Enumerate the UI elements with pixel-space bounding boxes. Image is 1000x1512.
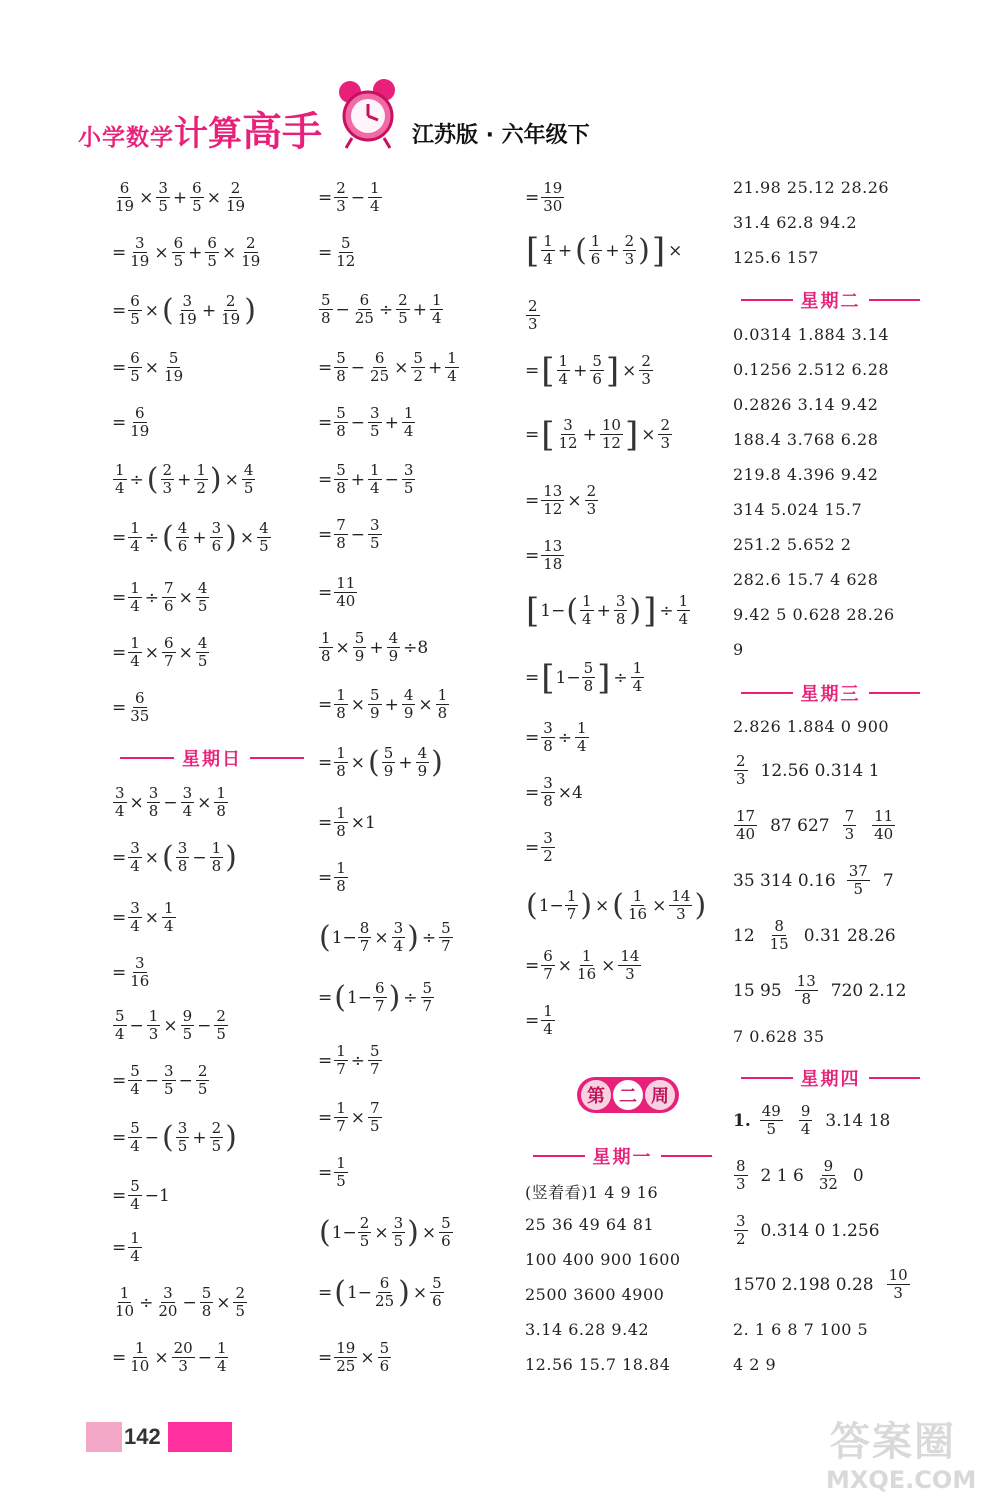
watermark-logo: 答案圈 — [830, 1419, 956, 1465]
day-header-monday: 星期一 — [525, 1143, 720, 1169]
week-badge-char: 二 — [613, 1080, 643, 1110]
math-line: = $\frac{5}{8}$ − $\frac{6}{25}$ × $\frac{5}{2}$ + $\frac{1}{4}$ — [318, 349, 457, 385]
math-line: ( 1− $\frac{8}{7}$ × $\frac{3}{4}$ ) ÷ $\frac{5}{7}$ — [319, 919, 451, 955]
math-line: $\frac{1}{8}$ × $\frac{5}{9}$ + $\frac{4}{9}$ ÷8 — [321, 629, 429, 665]
title-part-2: 计算 — [174, 114, 242, 154]
page-number: 142 — [124, 1424, 161, 1449]
answer-row: 0.0314 1.884 3.14 — [733, 325, 890, 344]
math-line: = ( 1− $\frac{6}{25}$ ) × $\frac{5}{6}$ — [318, 1274, 442, 1310]
answer-row: 0.2826 3.14 9.42 — [733, 395, 879, 414]
math-line: = $\frac{1}{7}$ ÷ $\frac{5}{7}$ — [318, 1042, 380, 1078]
math-line: = $\frac{1}{5}$ — [318, 1154, 346, 1190]
answer-row: 9.42 5 0.628 28.26 — [733, 605, 895, 624]
math-line: $\frac{5}{4}$ − $\frac{1}{3}$ × $\frac{9}{5}$ − $\frac{2}{5}$ — [115, 1007, 226, 1043]
math-line: = $\frac{5}{4}$ − ( $\frac{3}{5}$ + $\frac{2}{5}$ ) — [112, 1119, 237, 1155]
math-line: $\frac{1}{10}$ ÷ $\frac{3}{20}$ − $\frac{5}{8}$ × $\frac{2}{5}$ — [115, 1284, 246, 1320]
answer-row: 1. $\frac{49}{5}$ $\frac{9}{4}$ 3.14 18 — [733, 1102, 891, 1138]
answer-row: 188.4 3.768 6.28 — [733, 430, 879, 449]
answer-row: $\frac{8}{3}$ 2 1 6 $\frac{9}{32}$ 0 — [736, 1157, 864, 1193]
answer-row: 31.4 62.8 94.2 — [733, 213, 858, 232]
math-line: = $\frac{13}{18}$ — [525, 537, 563, 573]
math-line: $\frac{3}{4}$ × $\frac{3}{8}$ − $\frac{3}{4}$ × $\frac{1}{8}$ — [115, 784, 226, 820]
title-part-1: 小学数学 — [78, 125, 174, 151]
answer-row: 125.6 157 — [733, 248, 819, 267]
math-line: = $\frac{11}{40}$ — [318, 574, 356, 610]
book-title — [78, 100, 322, 157]
answer-row: 2.826 1.884 0 900 — [733, 717, 890, 736]
math-line: = $\frac{1}{8}$ × $\frac{5}{9}$ + $\frac{4}{9}$ × $\frac{1}{8}$ — [318, 686, 448, 722]
math-line: $\frac{1}{4}$ ÷ ( $\frac{2}{3}$ + $\frac{1}{2}$ ) × $\frac{4}{5}$ — [115, 461, 254, 497]
math-line: = $\frac{1}{4}$ × $\frac{6}{7}$ × $\frac{4}{5}$ — [112, 634, 208, 670]
answer-row: 2. 1 6 8 7 100 5 — [733, 1320, 869, 1339]
answer-row: 7 0.628 35 — [733, 1027, 825, 1046]
day-header-sunday: 星期日 — [112, 745, 312, 771]
answer-row: $\frac{17}{40}$ 87 627 $\frac{7}{3}$ $\frac{11}{40}$ — [736, 807, 894, 843]
answer-row: 0.1256 2.512 6.28 — [733, 360, 890, 379]
answer-row: 1570 2.198 0.28 $\frac{10}{3}$ — [733, 1266, 908, 1302]
math-line: = $\frac{3}{4}$ × ( $\frac{3}{8}$ − $\frac{1}{8}$ ) — [112, 839, 237, 875]
math-line: = ( 1− $\frac{6}{7}$ ) ÷ $\frac{5}{7}$ — [318, 979, 433, 1015]
math-line: = $\frac{6}{7}$ × $\frac{1}{16}$ × $\frac{14}{3}$ — [525, 947, 640, 983]
math-line: = $\frac{5}{8}$ + $\frac{1}{4}$ − $\frac{3}{5}$ — [318, 461, 414, 497]
week-badge — [577, 1077, 679, 1113]
math-line: = $\frac{7}{8}$ − $\frac{3}{5}$ — [318, 516, 380, 552]
math-line: = $\frac{1}{7}$ × $\frac{7}{5}$ — [318, 1099, 380, 1135]
math-line: = $\frac{1}{8}$ × ( $\frac{5}{9}$ + $\frac{4}{9}$ ) — [318, 744, 443, 780]
watermark — [820, 1410, 1000, 1510]
math-line: = $\frac{1}{4}$ ÷ ( $\frac{4}{6}$ + $\frac{3}{6}$ ) × $\frac{4}{5}$ — [112, 519, 269, 555]
edition-label: 江苏版 · 六年级下 — [412, 123, 590, 148]
week-badge-char: 周 — [645, 1080, 675, 1110]
math-line: = $\frac{3}{16}$ — [112, 954, 150, 990]
math-line: = $\frac{6}{5}$ × $\frac{5}{19}$ — [112, 349, 184, 385]
answer-row: 2500 3600 4900 — [525, 1285, 665, 1304]
math-line: = $\frac{5}{4}$ − $\frac{3}{5}$ − $\frac{2}{5}$ — [112, 1062, 208, 1098]
answer-row: 3.14 6.28 9.42 — [525, 1320, 650, 1339]
math-line: $\frac{5}{8}$ − $\frac{6}{25}$ ÷ $\frac{2}{5}$ + $\frac{1}{4}$ — [321, 291, 442, 327]
math-line: = $\frac{19}{30}$ — [525, 179, 563, 215]
week-badge-char: 第 — [581, 1080, 611, 1110]
answer-row: 12 $\frac{8}{15}$ 0.31 28.26 — [733, 917, 896, 953]
math-line: = $\frac{5}{12}$ — [318, 234, 356, 270]
math-line: = [ $\frac{1}{4}$ + $\frac{5}{6}$ ] × $\frac{2}{3}$ — [525, 350, 651, 391]
math-line: = $\frac{5}{4}$ −1 — [112, 1177, 170, 1213]
page-header — [0, 0, 1000, 170]
answer-row: 12.56 15.7 18.84 — [525, 1355, 671, 1374]
alarm-clock-icon — [328, 72, 408, 152]
math-line: [ 1− ( $\frac{1}{4}$ + $\frac{3}{8}$ ) ] ÷ $\frac{1}{4}$ — [526, 590, 689, 631]
math-line: = $\frac{1}{10}$ × $\frac{20}{3}$ − $\frac{1}{4}$ — [112, 1339, 227, 1375]
answer-row: (竖着看)1 4 9 16 — [525, 1183, 659, 1202]
math-line: = $\frac{3}{8}$ ×4 — [525, 774, 583, 810]
math-line: = $\frac{1}{4}$ — [112, 1229, 140, 1265]
answer-row: 314 5.024 15.7 — [733, 500, 863, 519]
answer-row: 15 95 $\frac{13}{8}$ 720 2.12 — [733, 972, 907, 1008]
math-line: = [ 1− $\frac{5}{8}$ ] ÷ $\frac{1}{4}$ — [525, 657, 643, 698]
math-line: ( 1− $\frac{2}{5}$ × $\frac{3}{5}$ ) × $\frac{5}{6}$ — [319, 1214, 451, 1250]
math-line: = $\frac{19}{25}$ × $\frac{5}{6}$ — [318, 1339, 390, 1375]
answer-row: 282.6 15.7 4 628 — [733, 570, 879, 589]
answer-row: 4 2 9 — [733, 1355, 777, 1374]
math-line: = $\frac{1}{8}$ — [318, 859, 346, 895]
answer-row: 219.8 4.396 9.42 — [733, 465, 879, 484]
math-line: ( 1− $\frac{1}{7}$ ) × ( $\frac{1}{16}$ × $\frac{14}{3}$ ) — [526, 887, 707, 923]
math-line: = $\frac{3}{8}$ ÷ $\frac{1}{4}$ — [525, 719, 587, 755]
day-header-wednesday: 星期三 — [733, 680, 928, 706]
math-line: = $\frac{6}{35}$ — [112, 689, 150, 725]
answer-row: 25 36 49 64 81 — [525, 1215, 655, 1234]
answer-row: $\frac{2}{3}$ 12.56 0.314 1 — [736, 752, 880, 788]
math-line: = $\frac{13}{12}$ × $\frac{2}{3}$ — [525, 482, 597, 518]
day-header-tuesday: 星期二 — [733, 287, 928, 313]
math-line: = $\frac{1}{4}$ — [525, 1002, 553, 1038]
math-line: = $\frac{6}{19}$ — [112, 404, 150, 440]
math-line: [ $\frac{1}{4}$ + ( $\frac{1}{6}$ + $\frac{2}{3}$ ) ] × — [526, 230, 683, 271]
math-line: = $\frac{5}{8}$ − $\frac{3}{5}$ + $\frac{1}{4}$ — [318, 404, 414, 440]
math-line: $\frac{6}{19}$ × $\frac{3}{5}$ + $\frac{6}{5}$ × $\frac{2}{19}$ — [115, 179, 246, 215]
day-header-thursday: 星期四 — [733, 1065, 928, 1091]
math-line: = $\frac{3}{4}$ × $\frac{1}{4}$ — [112, 899, 174, 935]
page-number-bar — [168, 1422, 232, 1452]
answer-row: 100 400 900 1600 — [525, 1250, 681, 1269]
page-number-ornament — [86, 1422, 122, 1452]
title-part-3: 高手 — [242, 109, 322, 155]
math-line: = [ $\frac{3}{12}$ + $\frac{10}{12}$ ] × $\frac{2}{3}$ — [525, 414, 671, 455]
answer-row: 251.2 5.652 2 — [733, 535, 852, 554]
math-line: = $\frac{1}{4}$ ÷ $\frac{7}{6}$ × $\frac{4}{5}$ — [112, 579, 208, 615]
answer-row: 35 314 0.16 $\frac{37}{5}$ 7 — [733, 862, 894, 898]
math-line: = $\frac{6}{5}$ × ( $\frac{3}{19}$ + $\frac{2}{19}$ ) — [112, 292, 256, 328]
math-line: $\frac{2}{3}$ — [528, 297, 538, 333]
math-line: = $\frac{2}{3}$ − $\frac{1}{4}$ — [318, 179, 380, 215]
answer-row: 21.98 25.12 28.26 — [733, 178, 890, 197]
math-line: = $\frac{3}{19}$ × $\frac{6}{5}$ + $\frac{6}{5}$ × $\frac{2}{19}$ — [112, 234, 261, 270]
math-line: = $\frac{3}{2}$ — [525, 829, 553, 865]
watermark-url: MXQE.COM — [826, 1466, 977, 1494]
answer-row: $\frac{3}{2}$ 0.314 0 1.256 — [736, 1212, 880, 1248]
answer-row: 9 — [733, 640, 744, 659]
math-line: = $\frac{1}{8}$ ×1 — [318, 804, 376, 840]
